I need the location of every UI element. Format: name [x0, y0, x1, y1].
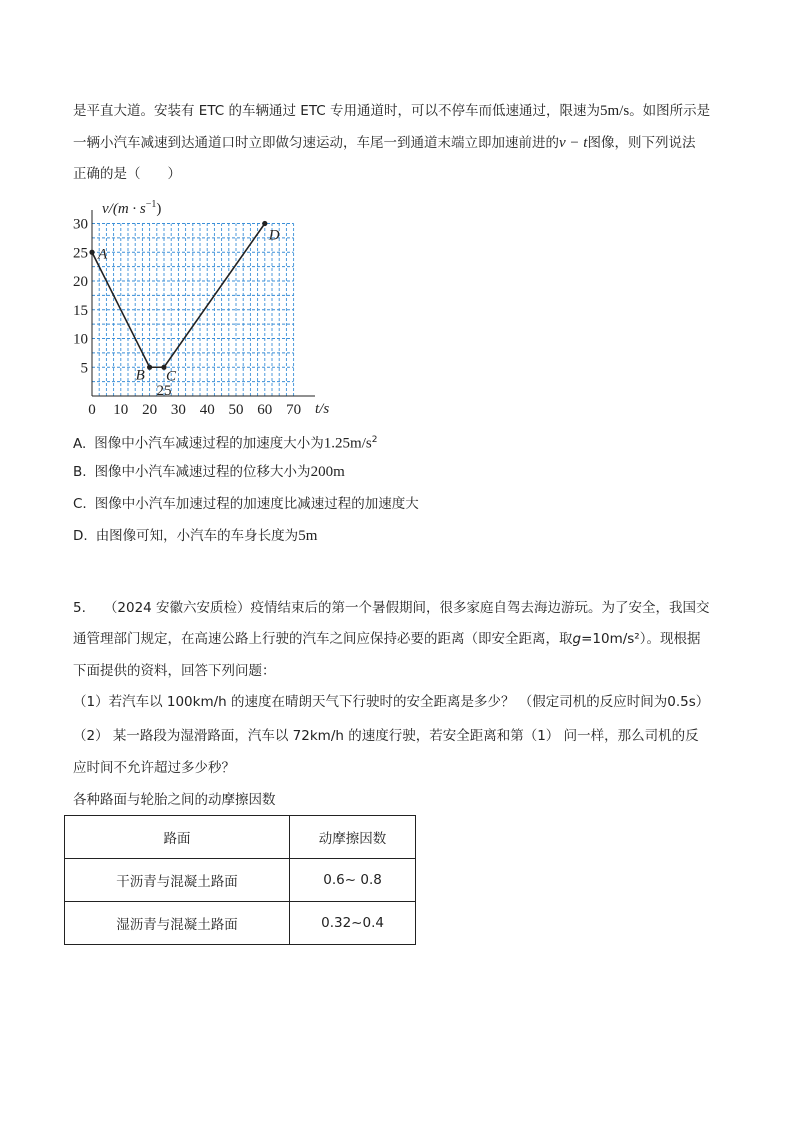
table-cell: 湿沥青与混凝土路面 — [65, 902, 290, 945]
table-cell: 干沥青与混凝土路面 — [65, 859, 290, 902]
x-tick-label: 0 — [88, 402, 96, 418]
option-text: 图像中小汽车减速过程的加速度大小为 — [94, 435, 324, 452]
option-c — [73, 494, 419, 514]
x-tick-label: 40 — [199, 402, 215, 418]
table-cell: 0.32~0.4 — [290, 902, 416, 945]
x-tick-label-25: 25 — [156, 383, 172, 399]
x-tick-label: 60 — [257, 402, 273, 418]
x-tick-label: 30 — [170, 402, 186, 418]
tick-labels — [73, 217, 301, 419]
q5-text-3: 下面提供的资料，回答下列问题： — [73, 663, 276, 679]
q4-stem-text-2b: 图像，则下列说法 — [587, 135, 696, 151]
y-axis-label: $v/(m \cdot s^{-1})$ — [102, 199, 162, 217]
y-tick-label: 10 — [73, 331, 88, 348]
q5-sub-1 — [73, 692, 709, 712]
table-row — [65, 902, 416, 945]
table-header-cell: 动摩擦因数 — [290, 816, 416, 859]
option-text: 图像中小汽车减速过程的位移大小为 — [94, 464, 311, 480]
option-key: B. — [73, 464, 87, 480]
q4-stem-text-1: 是平直大道。安装有 ETC 的车辆通过 ETC 专用通道时，可以不停车而低速通过，限速为 — [73, 103, 600, 119]
speed-limit-value: 5m/s — [600, 103, 630, 119]
option-value: 5m — [298, 528, 318, 544]
q5-sub-2-cont — [73, 758, 235, 778]
q4-stem-line-3 — [73, 164, 181, 184]
option-key: A. — [73, 435, 87, 452]
option-text: 图像中小汽车加速过程的加速度比减速过程的加速度大 — [94, 496, 419, 512]
table-caption — [73, 790, 276, 810]
vt-graph — [70, 196, 340, 418]
point-d — [262, 221, 267, 226]
point-label-d: D — [268, 227, 280, 244]
vt-series — [89, 221, 279, 384]
q5-text-1: （2024 安徽六安质检）疫情结束后的第一个暑假期间，很多家庭自驾去海边游玩。为了安全，我国交 — [103, 600, 710, 616]
point-label-b: B — [135, 367, 145, 384]
q5-text-2: 通管理部门规定，在高速公路上行驶的汽车之间应保持必要的距离（即安全距离，取 — [73, 631, 573, 647]
point-a — [89, 250, 94, 255]
y-tick-label: 20 — [73, 274, 88, 290]
option-text: 由图像可知，小汽车的车身长度为 — [95, 528, 299, 544]
q5-sub-2-text-b: 应时间不允许超过多少秒？ — [73, 760, 235, 776]
x-tick-label: 10 — [113, 402, 129, 418]
y-tick-label: 30 — [73, 216, 88, 233]
y-tick-label: 5 — [80, 360, 88, 377]
x-tick-label: 20 — [142, 402, 158, 418]
y-tick-label: 25 — [73, 245, 88, 262]
g-symbol: g — [572, 631, 582, 647]
q4-stem-text-2: 一辆小汽车减速到达通道口时立即做匀速运动，车尾一到通道末端立即加速前进的 — [73, 135, 559, 151]
table-header-cell: 路面 — [65, 816, 290, 859]
option-a — [73, 430, 377, 454]
q5-sub-1-text: （1）若汽车以 100km/h 的速度在晴朗天气下行驶时的安全距离是多少？ （假定司机的反应时间为0.5s） — [73, 694, 710, 710]
vt-symbol: v − t — [559, 135, 588, 151]
y-tick-label: 15 — [73, 302, 88, 319]
x-axis-label: t/s — [315, 401, 330, 417]
q5-text-2b: =10m/s²）。现根据 — [581, 631, 701, 647]
table-cell: 0.6~ 0.8 — [290, 859, 416, 902]
q5-sub-2-text-a: （2） 某一路段为湿滑路面，汽车以 72km/h 的速度行驶，若安全距离和第（1） 问一样，那么司机的反 — [73, 728, 699, 744]
q4-stem-line-2 — [73, 133, 695, 153]
point-label-a: A — [98, 246, 108, 263]
option-value: 1.25m/s — [323, 435, 372, 452]
option-exponent: 2 — [371, 435, 378, 445]
table-row — [65, 859, 416, 902]
table-header-row — [65, 816, 416, 859]
option-key: C. — [73, 496, 87, 512]
x-tick-label: 50 — [228, 402, 244, 418]
table-caption-text: 各种路面与轮胎之间的动摩擦因数 — [73, 792, 276, 808]
q5-stem-line-1 — [73, 598, 710, 618]
q4-stem-line-1 — [73, 101, 710, 121]
q4-stem-text-1b: 。如图所示是 — [629, 103, 711, 119]
q5-sub-2 — [73, 726, 699, 746]
friction-table — [64, 815, 416, 945]
q4-stem-text-3: 正确的是（ ） — [73, 166, 181, 182]
chart-grid — [92, 224, 294, 397]
q5-number: 5. — [73, 600, 86, 616]
q5-stem-line-3 — [73, 661, 276, 681]
point-b — [147, 365, 152, 370]
option-b — [73, 462, 345, 482]
option-d — [73, 526, 317, 546]
point-label-c: C — [166, 368, 177, 385]
x-tick-label: 70 — [286, 402, 302, 418]
q5-stem-line-2 — [73, 629, 700, 649]
option-key: D. — [73, 528, 88, 544]
option-value: 200m — [310, 464, 345, 480]
